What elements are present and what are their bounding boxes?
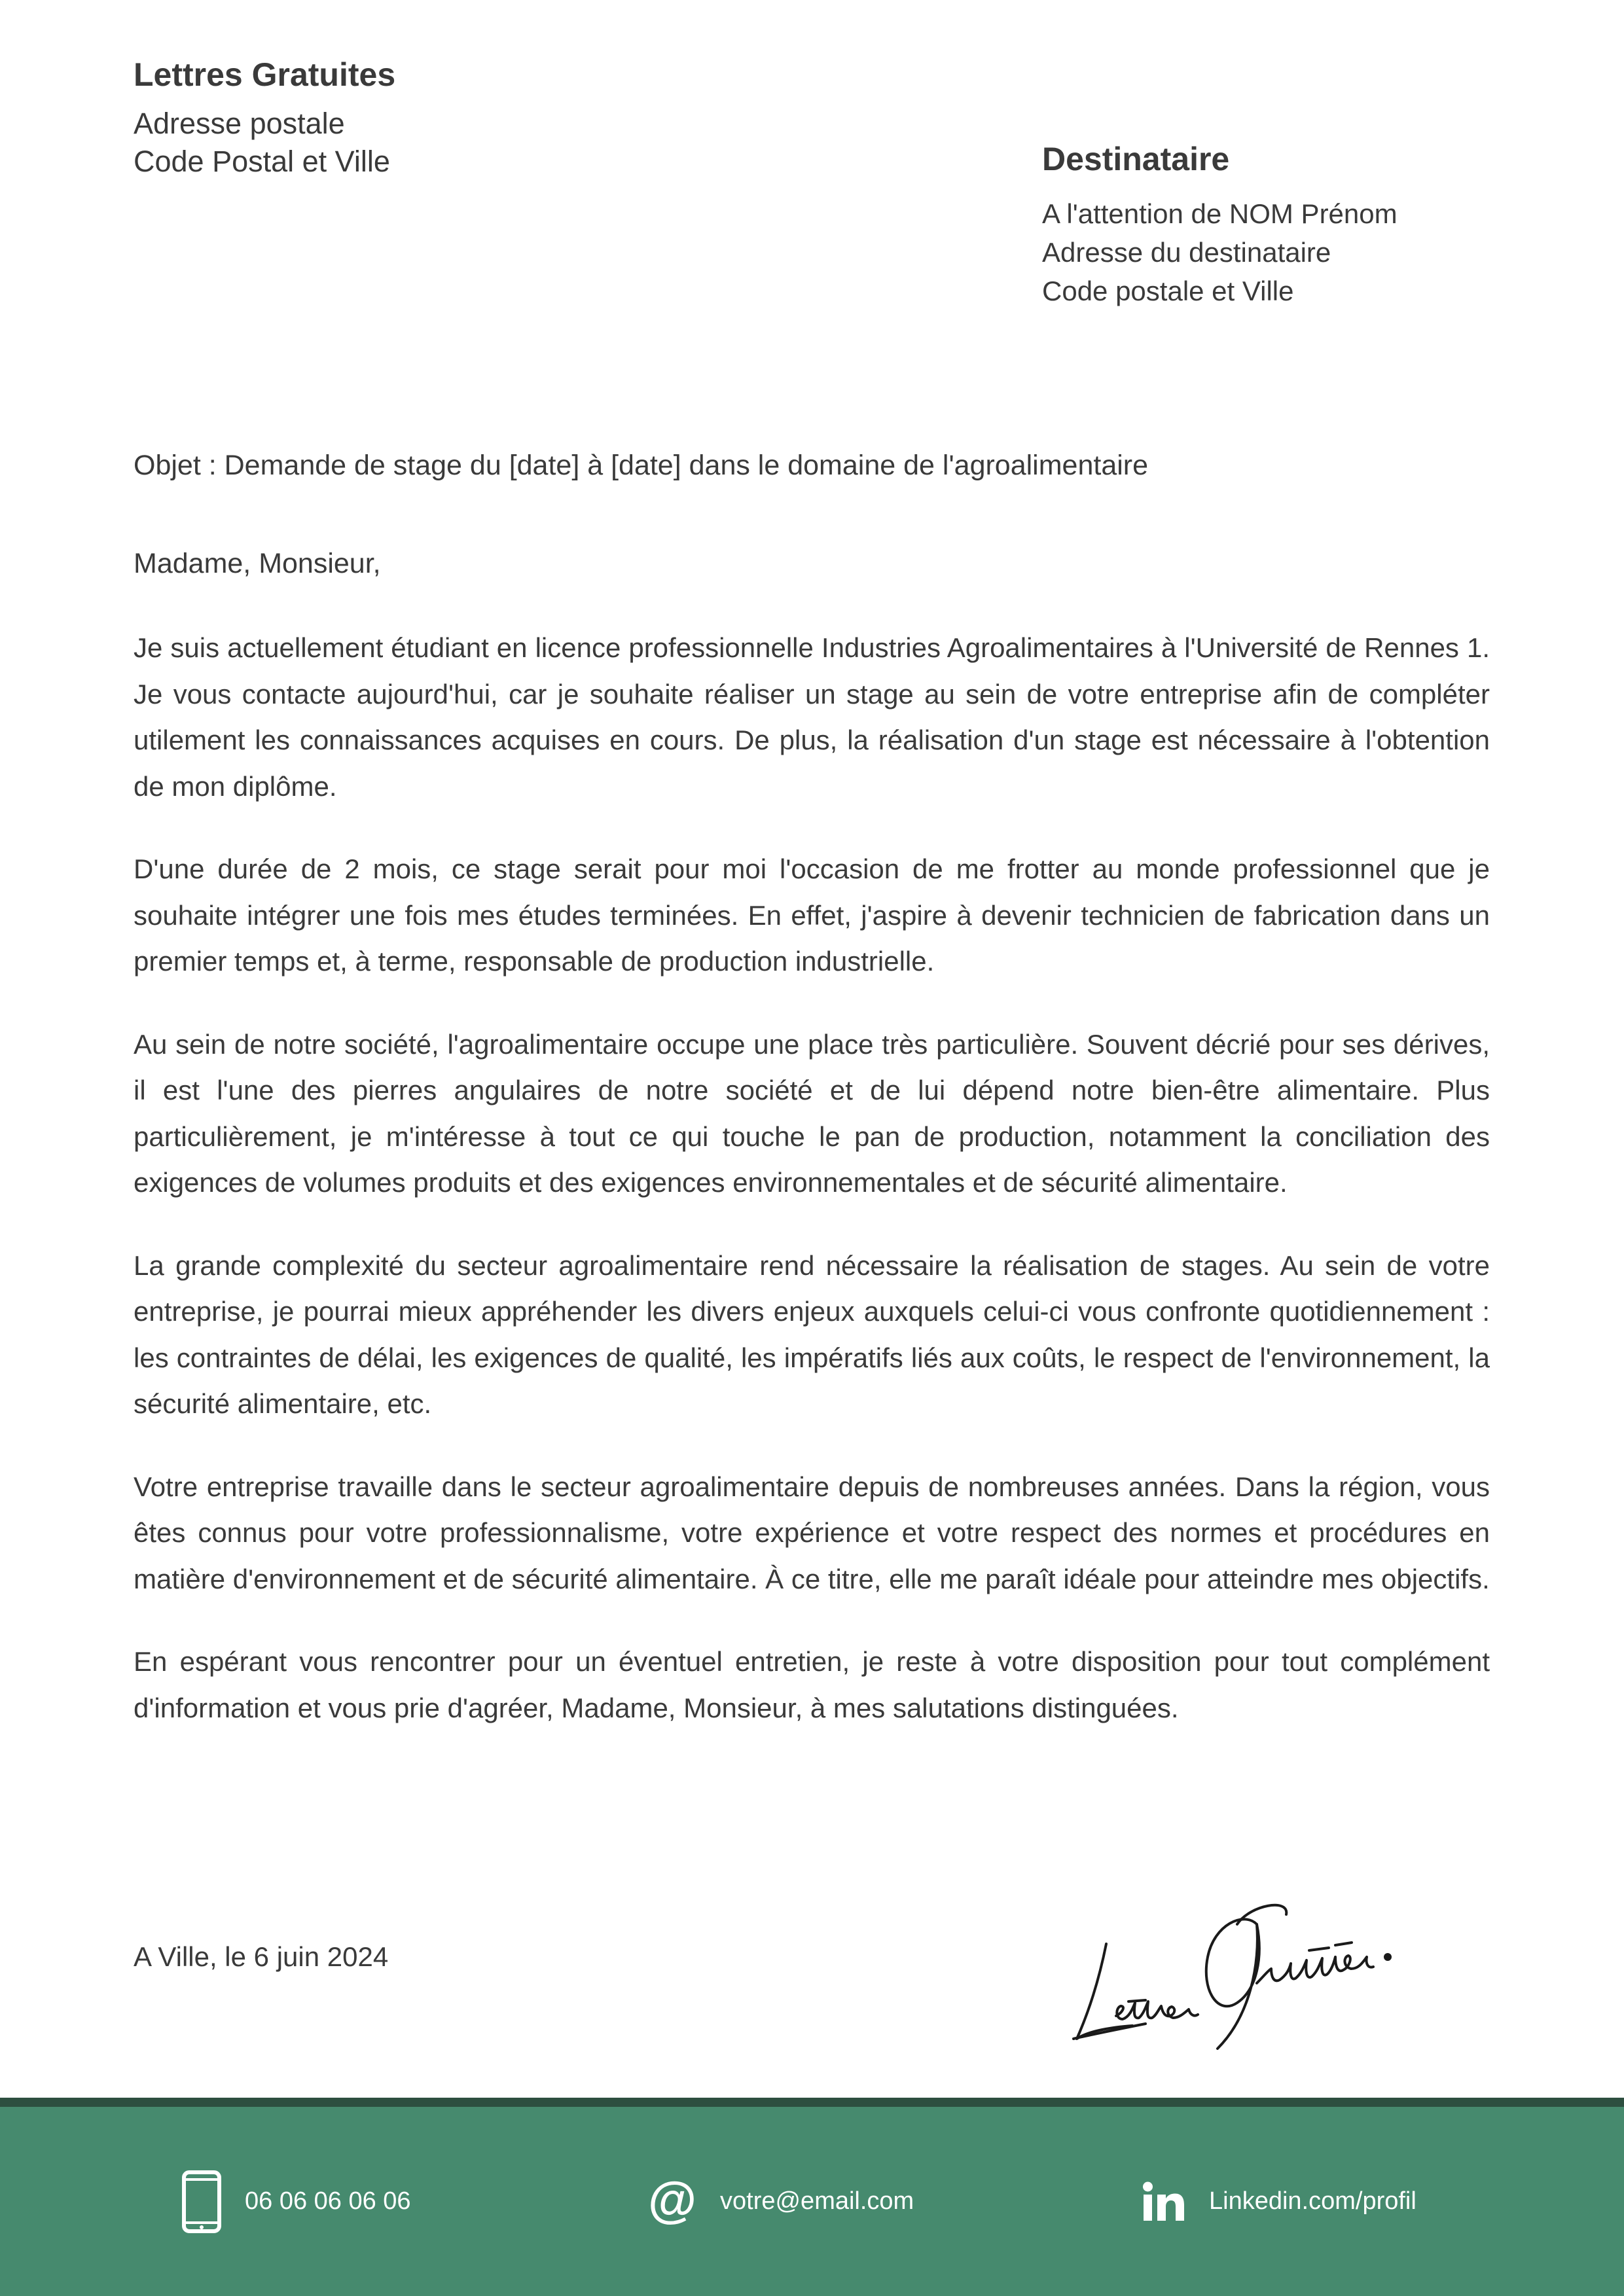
linkedin-url[interactable]: Linkedin.com/profil <box>1209 2187 1416 2215</box>
footer-linkedin <box>1142 2107 1416 2296</box>
letter-subject: Objet : Demande de stage du [date] à [date] dans le domaine de l'agroalimentaire <box>134 450 1149 481</box>
footer-phone <box>182 2107 411 2296</box>
svg-text:@: @ <box>648 2177 696 2226</box>
handwritten-signature <box>1060 1885 1440 2055</box>
footer-email <box>648 2107 914 2296</box>
phone-icon <box>182 2170 221 2233</box>
recipient-address: Adresse du destinataire <box>1042 237 1331 268</box>
recipient-city: Code postale et Ville <box>1042 276 1294 306</box>
recipient-title: Destinataire <box>1042 141 1230 177</box>
email-address[interactable]: votre@email.com <box>720 2187 914 2215</box>
letter-salutation: Madame, Monsieur, <box>134 548 381 579</box>
phone-number[interactable]: 06 06 06 06 06 <box>245 2187 411 2215</box>
sender-block <box>134 51 723 181</box>
linkedin-icon <box>1142 2181 1185 2222</box>
letter-body <box>134 625 1490 1768</box>
letter-paragraph: Au sein de notre société, l'agroalimentaire occupe une place très particulière. Souvent décrié pour ses dérives, il est l'une des pierres angulaires de notre société et de lui dépend notre bien-être alimentaire. Plus particulièrement, je m'intéresse à tout ce qui touche le pan de production, notamment la conciliation des exigences de volumes produits et des exigences environnementales et de sécurité alimentaire. <box>134 1028 1490 1198</box>
sender-name: Lettres Gratuites <box>134 56 396 93</box>
letter-paragraph: La grande complexité du secteur agroalimentaire rend nécessaire la réalisation de stages. Au sein de votre entreprise, je pourrai mieux appréhender les divers enjeux auxquels celui-ci vous confronte quotidiennement : les contraintes de délai, les exigences de qualité, les impératifs liés aux coûts, le respect de l'environnement, la sécurité alimentaire, etc. <box>134 1249 1490 1419</box>
letter-paragraph: En espérant vous rencontrer pour un éventuel entretien, je reste à votre disposition pour tout complément d'information et vous prie d'agréer, Madame, Monsieur, à mes salutations distinguées. <box>134 1646 1490 1723</box>
letter-paragraph: Votre entreprise travaille dans le secteur agroalimentaire depuis de nombreuses années. Dans la région, vous êtes connus pour votre professionnalisme, votre expérience et votre respect des normes et procédures en matière d'environnement et de sécurité alimentaire. À ce titre, elle me paraît idéale pour atteindre mes objectifs. <box>134 1471 1490 1594</box>
place-date: A Ville, le 6 juin 2024 <box>134 1941 389 1972</box>
letter-paragraph: Je suis actuellement étudiant en licence professionnelle Industries Agroalimentaires à l'Université de Rennes 1. Je vous contacte aujourd'hui, car je souhaite réaliser un stage au sein de votre entreprise afin de compléter utilement les connaissances acquises en cours. De plus, la réalisation d'un stage est nécessaire à l'obtention de mon diplôme. <box>134 632 1490 802</box>
footer-band <box>0 2098 1624 2107</box>
recipient-block <box>1042 135 1598 310</box>
letter-paragraph: D'une durée de 2 mois, ce stage serait pour moi l'occasion de me frotter au monde professionnel que je souhaite intégrer une fois mes études terminées. En effet, j'aspire à devenir technicien de fabrication dans un premier temps et, à terme, responsable de production industrielle. <box>134 853 1490 977</box>
contact-footer <box>0 2107 1624 2296</box>
sender-city: Code Postal et Ville <box>134 145 390 178</box>
sender-address: Adresse postale <box>134 107 345 140</box>
at-icon <box>648 2178 696 2226</box>
recipient-attention: A l'attention de NOM Prénom <box>1042 198 1398 229</box>
